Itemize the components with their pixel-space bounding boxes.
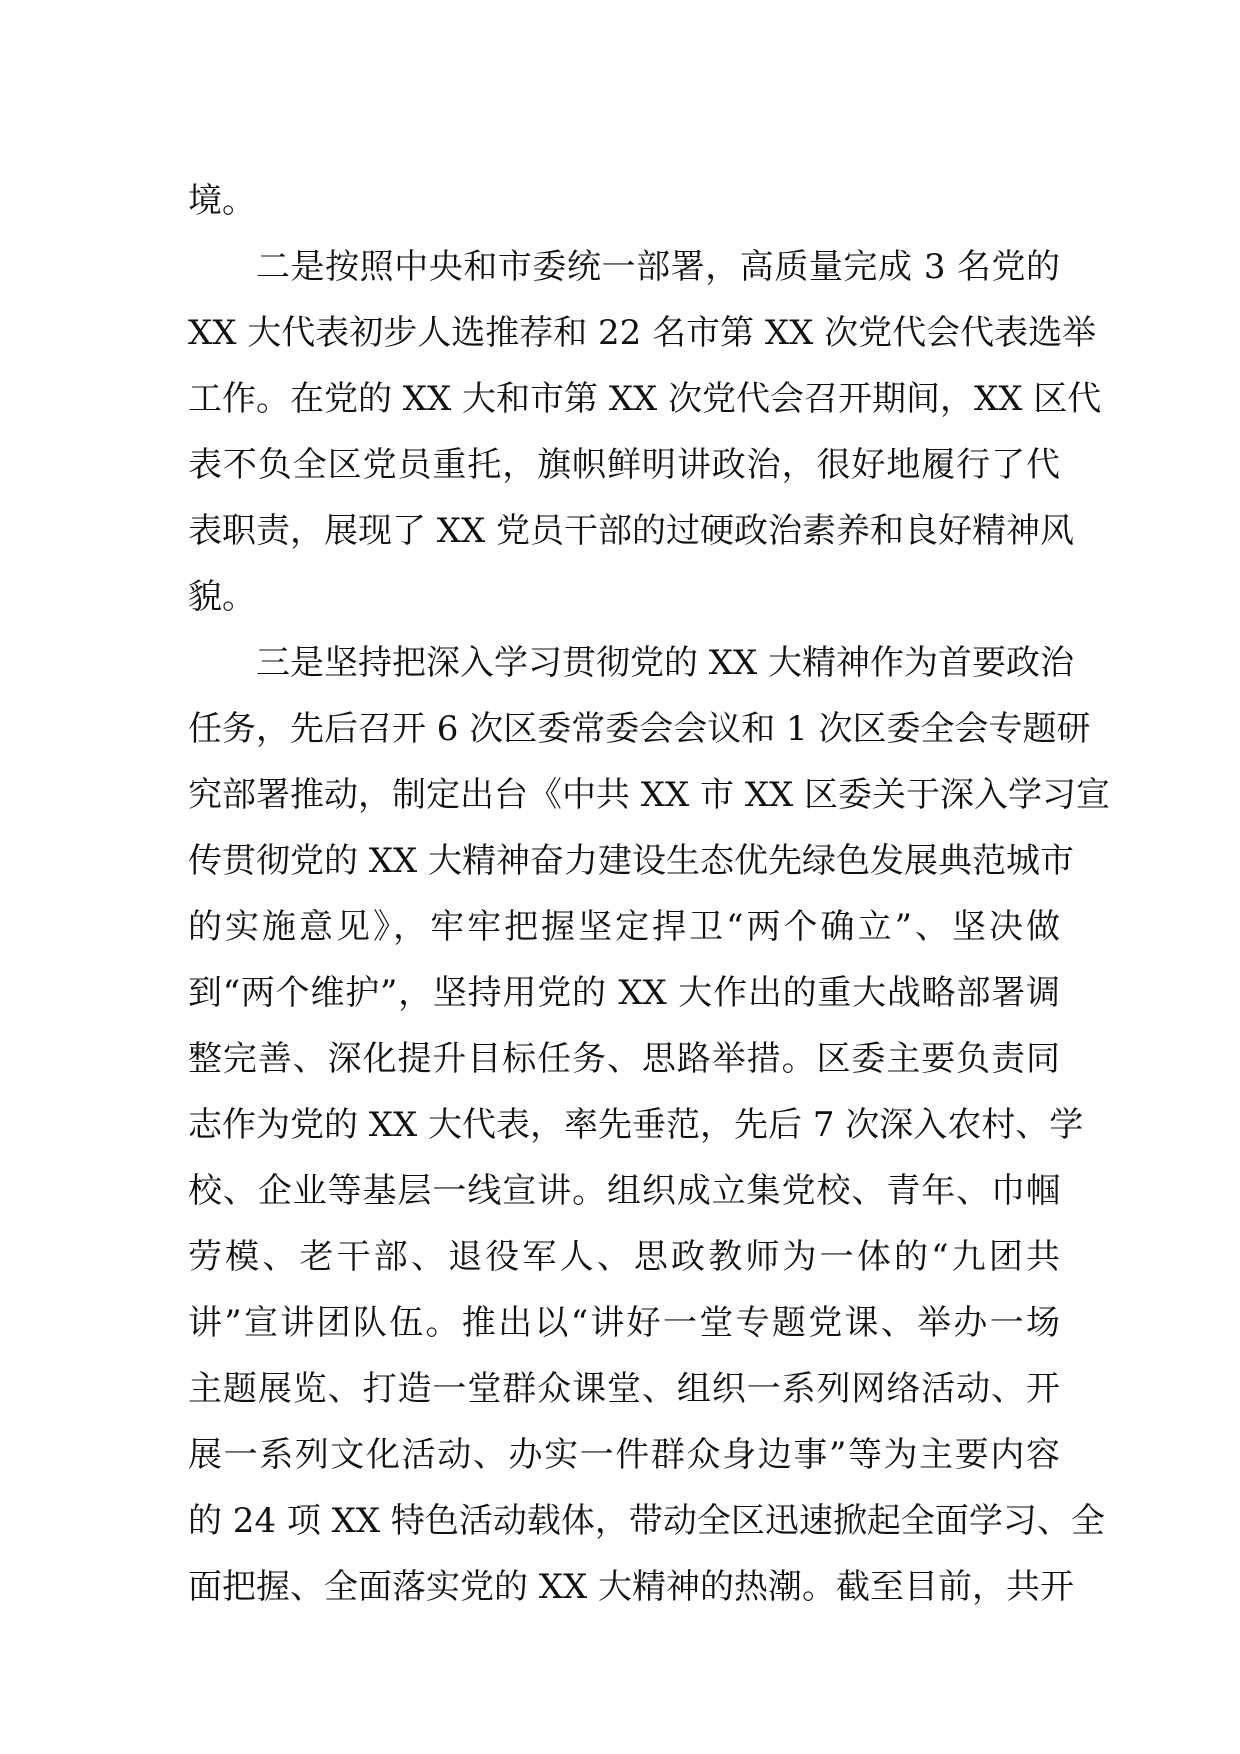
text-line: 志作为党的 XX 大代表，率先垂范，先后 7 次深入农村、学	[188, 1105, 1084, 1145]
text-line: 劳模、老干部、退役军人、思政教师为一体的“九团共	[188, 1237, 1060, 1277]
text-line: 面把握、全面落实党的 XX 大精神的热潮。截至目前，共开	[188, 1567, 1075, 1607]
text-line: 校、企业等基层一线宣讲。组织成立集党校、青年、巾帼	[188, 1171, 1060, 1211]
body-text	[188, 168, 1111, 1620]
text-line: 展一系列文化活动、办实一件群众身边事”等为主要内容	[188, 1435, 1060, 1475]
text-line: 的 24 项 XX 特色活动载体，带动全区迅速掀起全面学习、全	[188, 1501, 1105, 1541]
text-line: 传贯彻党的 XX 大精神奋力建设生态优先绿色发展典范城市	[188, 841, 1075, 881]
text-line: 到“两个维护”，坚持用党的 XX 大作出的重大战略部署调	[188, 973, 1060, 1013]
text-line: 的实施意见》，牢牢把握坚定捍卫“两个确立”、坚决做	[188, 907, 1060, 947]
text-line: 究部署推动，制定出台《中共 XX 市 XX 区委关于深入学习宣	[188, 775, 1111, 815]
text-line: 讲”宣讲团队伍。推出以“讲好一堂专题党课、举办一场	[188, 1303, 1060, 1343]
text-line: 主题展览、打造一堂群众课堂、组织一系列网络活动、开	[188, 1369, 1060, 1409]
text-line: 二是按照中央和市委统一部署，高质量完成 3 名党的	[256, 247, 1060, 287]
text-line: 整完善、深化提升目标任务、思路举措。区委主要负责同	[188, 1039, 1060, 1079]
text-line: 工作。在党的 XX 大和市第 XX 次党代会召开期间，XX 区代	[188, 379, 1102, 419]
text-line: 貌。	[188, 577, 256, 617]
text-line: 表不负全区党员重托，旗帜鲜明讲政治，很好地履行了代	[188, 445, 1060, 485]
text-line: XX 大代表初步人选推荐和 22 名市第 XX 次党代会代表选举	[188, 313, 1097, 353]
text-line: 三是坚持把深入学习贯彻党的 XX 大精神作为首要政治	[256, 643, 1075, 683]
text-line: 任务，先后召开 6 次区委常委会会议和 1 次区委全会专题研	[188, 709, 1091, 749]
text-line: 境。	[188, 181, 256, 221]
text-line: 表职责，展现了 XX 党员干部的过硬政治素养和良好精神风	[188, 511, 1075, 551]
